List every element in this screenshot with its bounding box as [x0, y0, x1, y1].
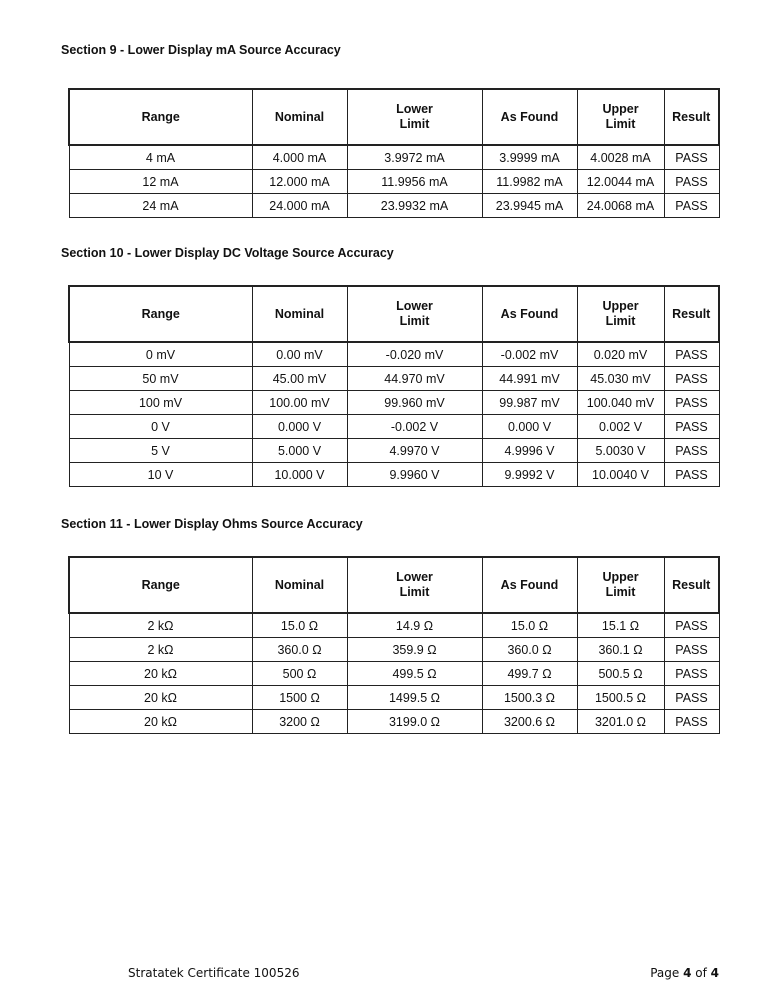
- table-row: [69, 638, 719, 662]
- table-row: [69, 342, 719, 367]
- cell-range: 2 kΩ: [69, 638, 252, 662]
- cell-range: 12 mA: [69, 170, 252, 194]
- cell-range: 4 mA: [69, 145, 252, 170]
- col-header-as-found: As Found: [482, 286, 577, 342]
- cell-lower-limit: 44.970 mV: [347, 367, 482, 391]
- cell-nominal: 10.000 V: [252, 463, 347, 487]
- section-10-title: Section 10 - Lower Display DC Voltage Source Accuracy: [61, 246, 394, 260]
- cell-lower-limit: 4.9970 V: [347, 439, 482, 463]
- table-row: [69, 686, 719, 710]
- cell-range: 0 V: [69, 415, 252, 439]
- cell-as-found: 15.0 Ω: [482, 613, 577, 638]
- cell-lower-limit: 3.9972 mA: [347, 145, 482, 170]
- col-header-upper-limit: Upper Limit: [577, 286, 664, 342]
- table-row: [69, 613, 719, 638]
- cell-nominal: 4.000 mA: [252, 145, 347, 170]
- cell-lower-limit: 23.9932 mA: [347, 194, 482, 218]
- table-row: [69, 463, 719, 487]
- cell-nominal: 15.0 Ω: [252, 613, 347, 638]
- cell-range: 5 V: [69, 439, 252, 463]
- certificate-footer: Stratatek Certificate 100526: [128, 966, 300, 980]
- cell-range: 24 mA: [69, 194, 252, 218]
- cell-result: PASS: [664, 415, 719, 439]
- cell-range: 20 kΩ: [69, 662, 252, 686]
- cell-range: 10 V: [69, 463, 252, 487]
- cell-as-found: 11.9982 mA: [482, 170, 577, 194]
- cell-range: 0 mV: [69, 342, 252, 367]
- cell-upper-limit: 12.0044 mA: [577, 170, 664, 194]
- cell-result: PASS: [664, 686, 719, 710]
- col-header-range: Range: [69, 286, 252, 342]
- section-10-table: [68, 285, 720, 487]
- table-row: [69, 662, 719, 686]
- cell-as-found: 3200.6 Ω: [482, 710, 577, 734]
- cell-as-found: 99.987 mV: [482, 391, 577, 415]
- cell-nominal: 0.000 V: [252, 415, 347, 439]
- cell-lower-limit: 359.9 Ω: [347, 638, 482, 662]
- cell-lower-limit: 9.9960 V: [347, 463, 482, 487]
- cell-nominal: 360.0 Ω: [252, 638, 347, 662]
- section-11-title: Section 11 - Lower Display Ohms Source Accuracy: [61, 517, 363, 531]
- cell-range: 20 kΩ: [69, 710, 252, 734]
- table-row: [69, 194, 719, 218]
- cell-upper-limit: 0.002 V: [577, 415, 664, 439]
- cell-upper-limit: 45.030 mV: [577, 367, 664, 391]
- cell-range: 2 kΩ: [69, 613, 252, 638]
- cell-nominal: 500 Ω: [252, 662, 347, 686]
- cell-result: PASS: [664, 439, 719, 463]
- cell-result: PASS: [664, 194, 719, 218]
- cell-range: 50 mV: [69, 367, 252, 391]
- cell-nominal: 45.00 mV: [252, 367, 347, 391]
- col-header-nominal: Nominal: [252, 89, 347, 145]
- cell-as-found: -0.002 mV: [482, 342, 577, 367]
- cell-lower-limit: 1499.5 Ω: [347, 686, 482, 710]
- header-row: [69, 286, 719, 342]
- cell-result: PASS: [664, 342, 719, 367]
- cell-upper-limit: 3201.0 Ω: [577, 710, 664, 734]
- col-header-range: Range: [69, 557, 252, 613]
- cell-lower-limit: 14.9 Ω: [347, 613, 482, 638]
- col-header-lower-limit: Lower Limit: [347, 286, 482, 342]
- col-header-upper-limit: Upper Limit: [577, 557, 664, 613]
- cell-lower-limit: 11.9956 mA: [347, 170, 482, 194]
- cell-upper-limit: 0.020 mV: [577, 342, 664, 367]
- cell-upper-limit: 1500.5 Ω: [577, 686, 664, 710]
- col-header-range: Range: [69, 89, 252, 145]
- cell-result: PASS: [664, 710, 719, 734]
- cell-as-found: 3.9999 mA: [482, 145, 577, 170]
- table-row: [69, 439, 719, 463]
- header-row: [69, 557, 719, 613]
- cell-upper-limit: 5.0030 V: [577, 439, 664, 463]
- cell-lower-limit: 499.5 Ω: [347, 662, 482, 686]
- cell-as-found: 44.991 mV: [482, 367, 577, 391]
- section-11-table: [68, 556, 720, 734]
- cell-lower-limit: -0.020 mV: [347, 342, 482, 367]
- col-header-result: Result: [664, 89, 719, 145]
- table-row: [69, 170, 719, 194]
- table-row: [69, 367, 719, 391]
- table-row: [69, 415, 719, 439]
- col-header-nominal: Nominal: [252, 557, 347, 613]
- cell-nominal: 3200 Ω: [252, 710, 347, 734]
- col-header-result: Result: [664, 286, 719, 342]
- cell-result: PASS: [664, 145, 719, 170]
- cell-upper-limit: 24.0068 mA: [577, 194, 664, 218]
- col-header-as-found: As Found: [482, 557, 577, 613]
- cell-upper-limit: 4.0028 mA: [577, 145, 664, 170]
- section-9-table: [68, 88, 720, 218]
- cell-result: PASS: [664, 391, 719, 415]
- col-header-lower-limit: Lower Limit: [347, 89, 482, 145]
- cell-as-found: 4.9996 V: [482, 439, 577, 463]
- col-header-upper-limit: Upper Limit: [577, 89, 664, 145]
- table-row: [69, 710, 719, 734]
- cell-nominal: 100.00 mV: [252, 391, 347, 415]
- cell-as-found: 23.9945 mA: [482, 194, 577, 218]
- cell-upper-limit: 360.1 Ω: [577, 638, 664, 662]
- cell-upper-limit: 15.1 Ω: [577, 613, 664, 638]
- col-header-nominal: Nominal: [252, 286, 347, 342]
- col-header-result: Result: [664, 557, 719, 613]
- cell-result: PASS: [664, 662, 719, 686]
- cell-nominal: 24.000 mA: [252, 194, 347, 218]
- header-row: [69, 89, 719, 145]
- cell-upper-limit: 10.0040 V: [577, 463, 664, 487]
- cell-as-found: 360.0 Ω: [482, 638, 577, 662]
- cell-range: 20 kΩ: [69, 686, 252, 710]
- cell-as-found: 0.000 V: [482, 415, 577, 439]
- cell-result: PASS: [664, 613, 719, 638]
- cell-nominal: 12.000 mA: [252, 170, 347, 194]
- cell-range: 100 mV: [69, 391, 252, 415]
- cell-upper-limit: 100.040 mV: [577, 391, 664, 415]
- cell-lower-limit: -0.002 V: [347, 415, 482, 439]
- cell-lower-limit: 3199.0 Ω: [347, 710, 482, 734]
- cell-result: PASS: [664, 367, 719, 391]
- cell-as-found: 9.9992 V: [482, 463, 577, 487]
- cell-result: PASS: [664, 170, 719, 194]
- col-header-as-found: As Found: [482, 89, 577, 145]
- cell-as-found: 1500.3 Ω: [482, 686, 577, 710]
- col-header-lower-limit: Lower Limit: [347, 557, 482, 613]
- page-number: Page 4 of 4: [650, 966, 719, 980]
- table-row: [69, 145, 719, 170]
- cell-upper-limit: 500.5 Ω: [577, 662, 664, 686]
- section-9-title: Section 9 - Lower Display mA Source Accuracy: [61, 43, 341, 57]
- cell-lower-limit: 99.960 mV: [347, 391, 482, 415]
- cell-nominal: 0.00 mV: [252, 342, 347, 367]
- cell-nominal: 5.000 V: [252, 439, 347, 463]
- cell-as-found: 499.7 Ω: [482, 662, 577, 686]
- cell-nominal: 1500 Ω: [252, 686, 347, 710]
- table-row: [69, 391, 719, 415]
- cell-result: PASS: [664, 463, 719, 487]
- cell-result: PASS: [664, 638, 719, 662]
